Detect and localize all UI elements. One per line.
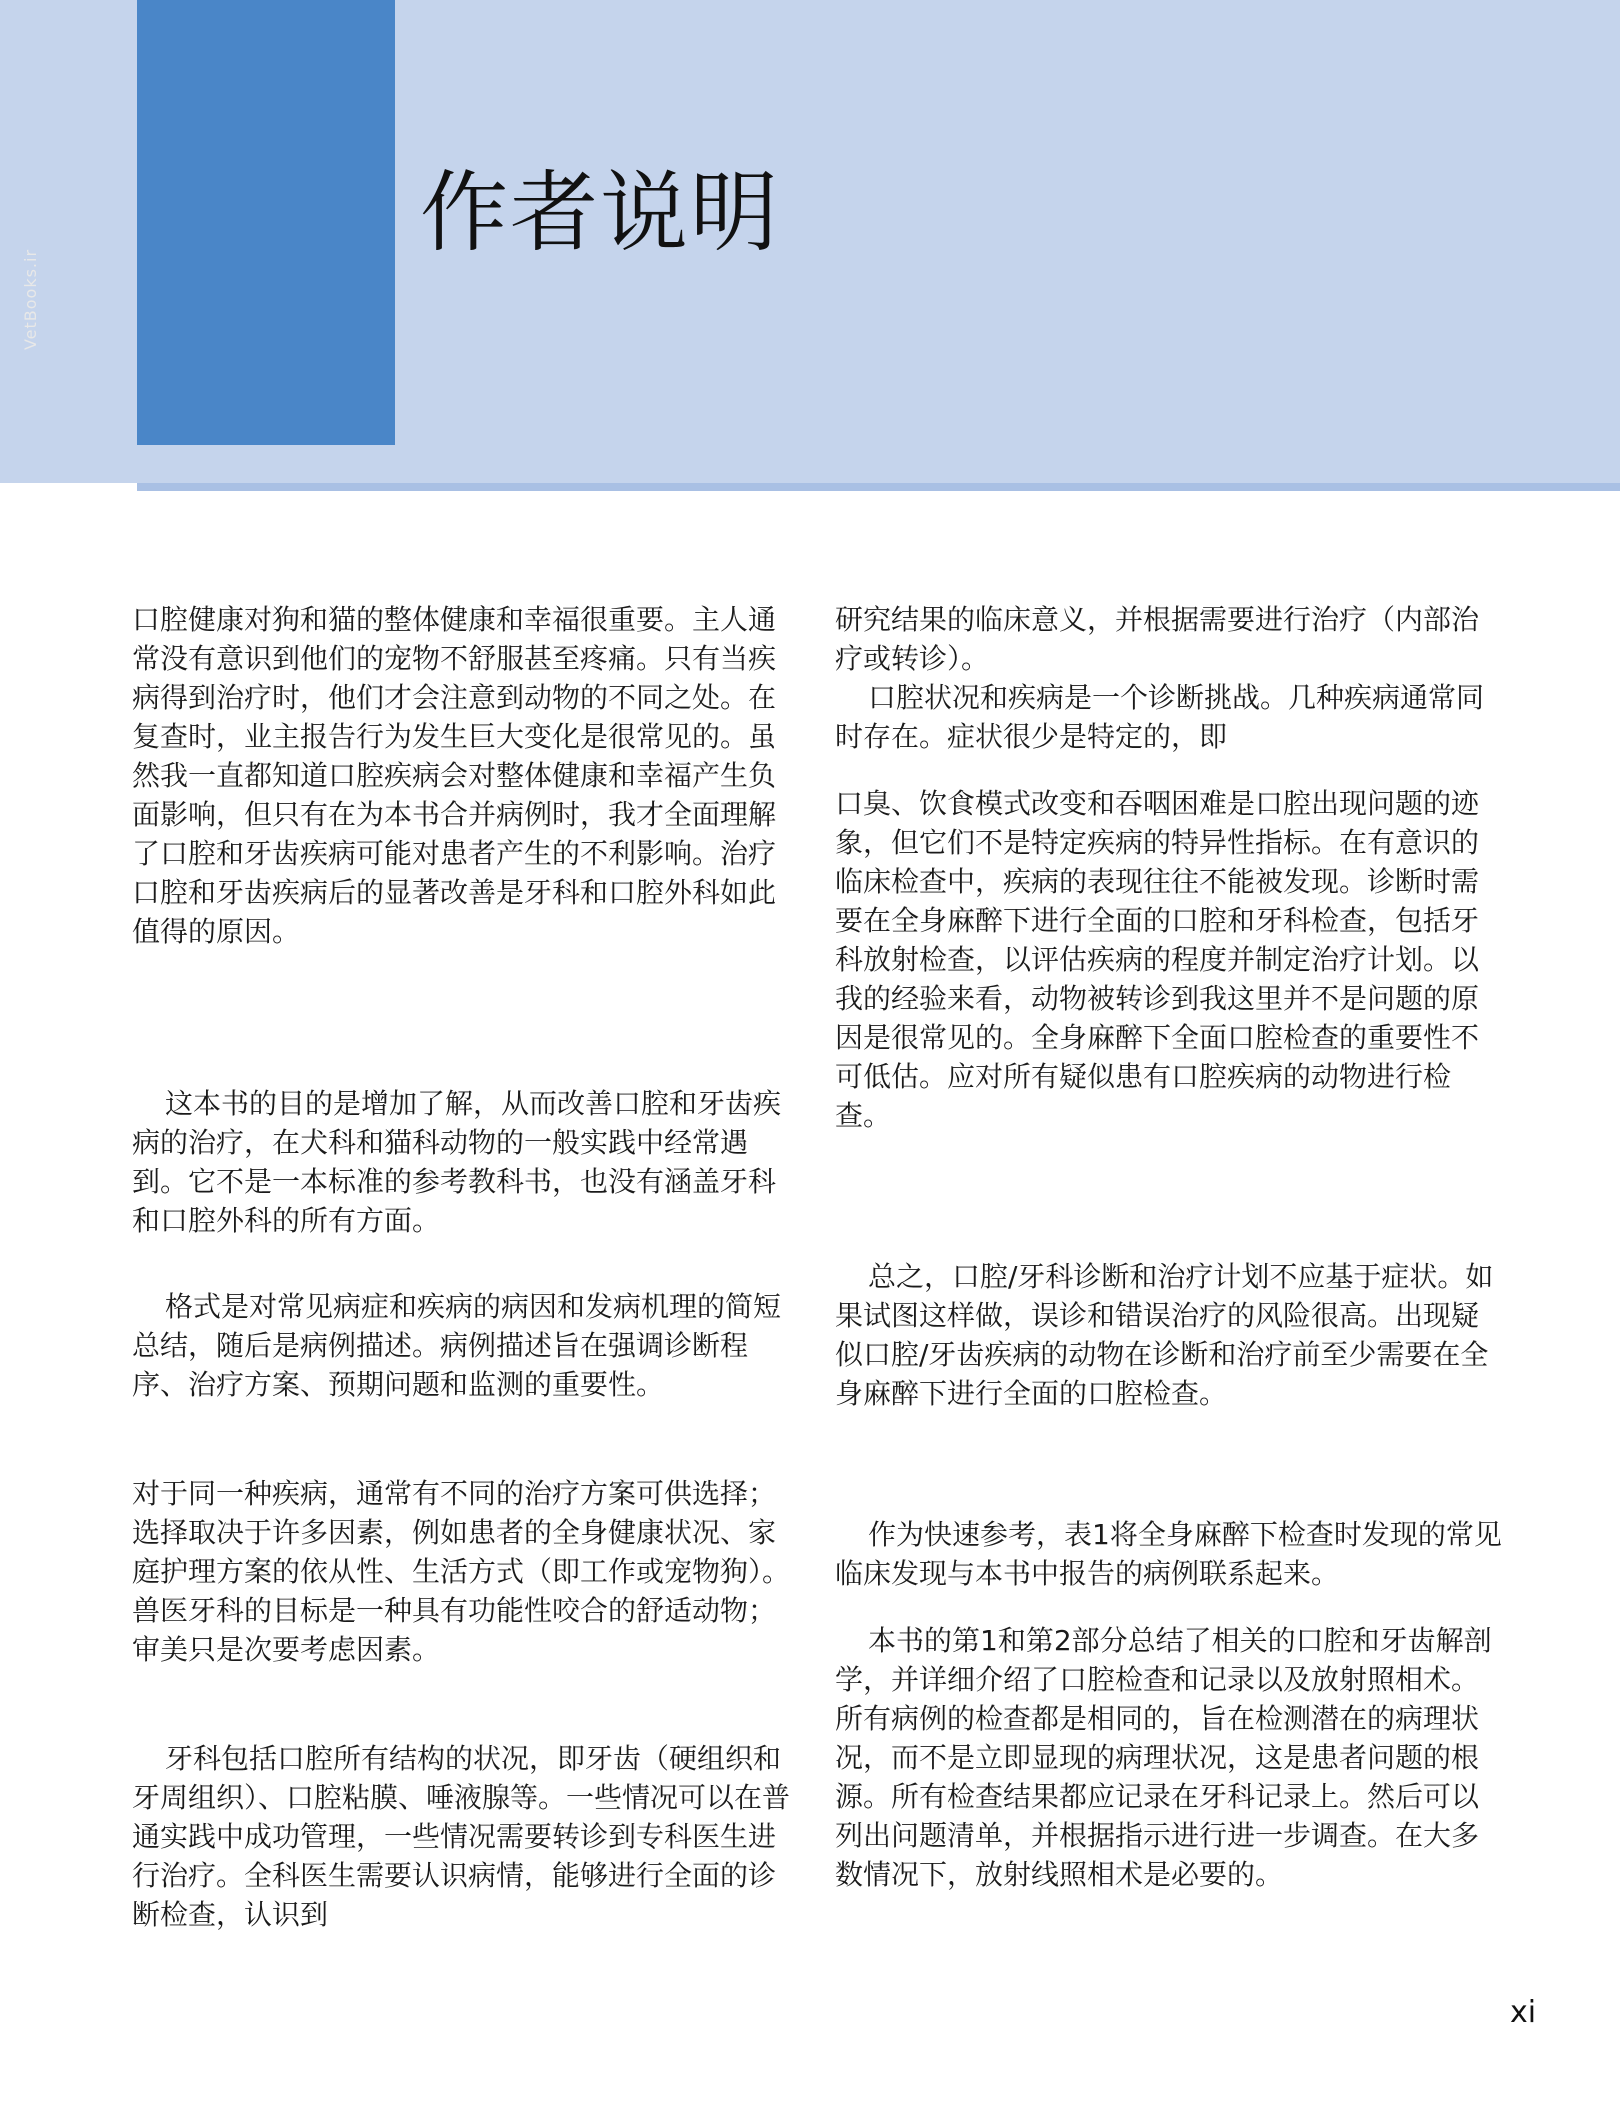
page-title: 作者说明 bbox=[420, 161, 781, 264]
paragraph: 对于同一种疾病，通常有不同的治疗方案可供选择；选择取决于许多因素，例如患者的全身健康状况、家庭护理方案的依从性、生活方式（即工作或宠物狗）。兽医牙科的目标是一种具有功能性咬合的舒适动物；审美只是次要考虑因素。 bbox=[132, 1477, 791, 1666]
header-divider bbox=[137, 483, 1620, 491]
paragraph: 作为快速参考，表1将全身麻醉下检查时发现的常见临床发现与本书中报告的病例联系起来。 bbox=[835, 1518, 1502, 1590]
paragraph: 格式是对常见病症和疾病的病因和发病机理的简短总结，随后是病例描述。病例描述旨在强调诊断程序、治疗方案、预期问题和监测的重要性。 bbox=[132, 1290, 782, 1401]
left-column bbox=[132, 600, 802, 1934]
paragraph: 本书的第1和第2部分总结了相关的口腔和牙齿解剖学，并详细介绍了口腔检查和记录以及放射照相术。所有病例的检查都是相同的，旨在检测潜在的病理状况，而不是立即显现的病理状况，这是患者问题的根源。所有检查结果都应记录在牙科记录上。然后可以列出问题清单，并根据指示进行进一步调查。在大多数情况下，放射线照相术是必要的。 bbox=[835, 1624, 1492, 1891]
paragraph: 牙科包括口腔所有结构的状况，即牙齿（硬组织和牙周组织）、口腔粘膜、唾液腺等。一些情况可以在普通实践中成功管理，一些情况需要转诊到专科医生进行治疗。全科医生需要认识病情，能够进行全面的诊断检查，认识到 bbox=[132, 1742, 791, 1931]
right-column bbox=[835, 600, 1505, 1894]
page-number: xi bbox=[1510, 1995, 1537, 2030]
paragraph: 口腔状况和疾病是一个诊断挑战。几种疾病通常同时存在。症状很少是特定的，即 bbox=[835, 681, 1485, 753]
paragraph: 总之，口腔/牙科诊断和治疗计划不应基于症状。如果试图这样做，误诊和错误治疗的风险很高。出现疑似口腔/牙齿疾病的动物在诊断和治疗前至少需要在全身麻醉下进行全面的口腔检查。 bbox=[835, 1260, 1494, 1410]
paragraph: 口腔健康对狗和猫的整体健康和幸福很重要。主人通常没有意识到他们的宠物不舒服甚至疼痛。只有当疾病得到治疗时，他们才会注意到动物的不同之处。在复查时，业主报告行为发生巨大变化是很常见的。虽然我一直都知道口腔疾病会对整体健康和幸福产生负面影响，但只有在为本书合并病例时，我才全面理解了口腔和牙齿疾病可能对患者产生的不利影响。治疗口腔和牙齿疾病后的显著改善是牙科和口腔外科如此值得的原因。 bbox=[132, 603, 777, 948]
paragraph: 研究结果的临床意义，并根据需要进行治疗（内部治疗或转诊）。 bbox=[835, 603, 1480, 675]
paragraph: 口臭、饮食模式改变和吞咽困难是口腔出现问题的迹象，但它们不是特定疾病的特异性指标。在有意识的临床检查中，疾病的表现往往不能被发现。诊断时需要在全身麻醉下进行全面的口腔和牙科检查，包括牙科放射检查，以评估疾病的程度并制定治疗计划。以我的经验来看，动物被转诊到我这里并不是问题的原因是很常见的。全身麻醉下全面口腔检查的重要性不可低估。应对所有疑似患有口腔疾病的动物进行检查。 bbox=[835, 787, 1480, 1132]
side-watermark: VetBooks.ir bbox=[21, 248, 41, 351]
header-accent-block bbox=[137, 0, 395, 445]
paragraph: 这本书的目的是增加了解，从而改善口腔和牙齿疾病的治疗，在犬科和猫科动物的一般实践中经常遇到。它不是一本标准的参考教科书，也没有涵盖牙科和口腔外科的所有方面。 bbox=[132, 1087, 782, 1237]
